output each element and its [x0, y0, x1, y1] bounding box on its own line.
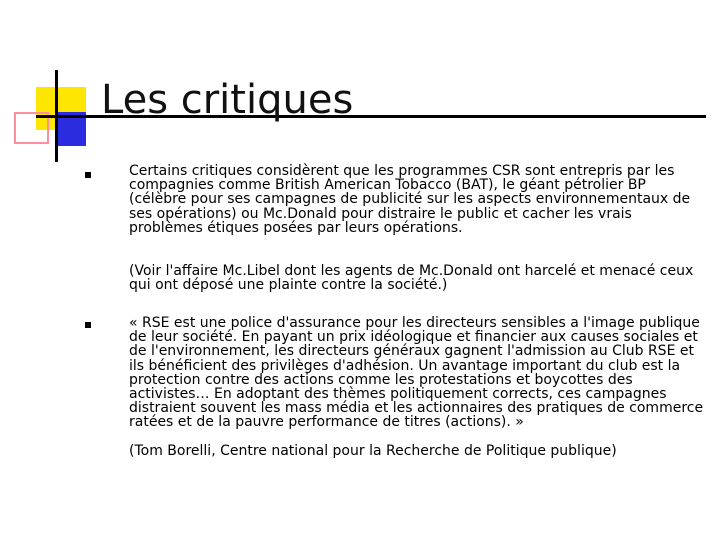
bullet-note-1: (Voir l'affaire Mc.Libel dont les agents de Mc.Donald ont harcelé et menacé ceux qui ont déposé une plainte contre la société.)	[129, 263, 694, 294]
slide-title: Les critiques	[101, 77, 354, 123]
bullet-note-2: (Tom Borelli, Centre national pour la Recherche de Politique publique)	[129, 443, 617, 459]
bullet-square-icon	[85, 172, 91, 178]
bullet-text-1: Certains critiques considèrent que les programmes CSR sont entrepris par les compagnies comme British American Tobacco (BAT), le géant pétrolier BP (célèbre pour ses campagnes de publicité sur les aspects environnementaux de ses opérations) ou Mc.Donald pour distraire le public et cacher les vrais problèmes étiques posées par leurs opérations.	[129, 163, 691, 236]
bullet-square-icon	[85, 322, 91, 328]
bullet-text-2: « RSE est une police d'assurance pour les directeurs sensibles a l'image publique de leur société. En payant un prix idéologique et financier aux causes sociales et de l'environnement, les directeurs généraux gagnent l'admission au Club RSE et ils bénéficient des privilèges d'adhésion. Un avantage important du club est la protection contre des actions comme les protestations et boycottes des activistes… En adoptant des thèmes politiquement corrects, ces campagnes distraient souvent les mass média et les actionnaires des pratiques de commerce ratées et de la pauvre performance de titres (actions). »	[129, 315, 704, 431]
